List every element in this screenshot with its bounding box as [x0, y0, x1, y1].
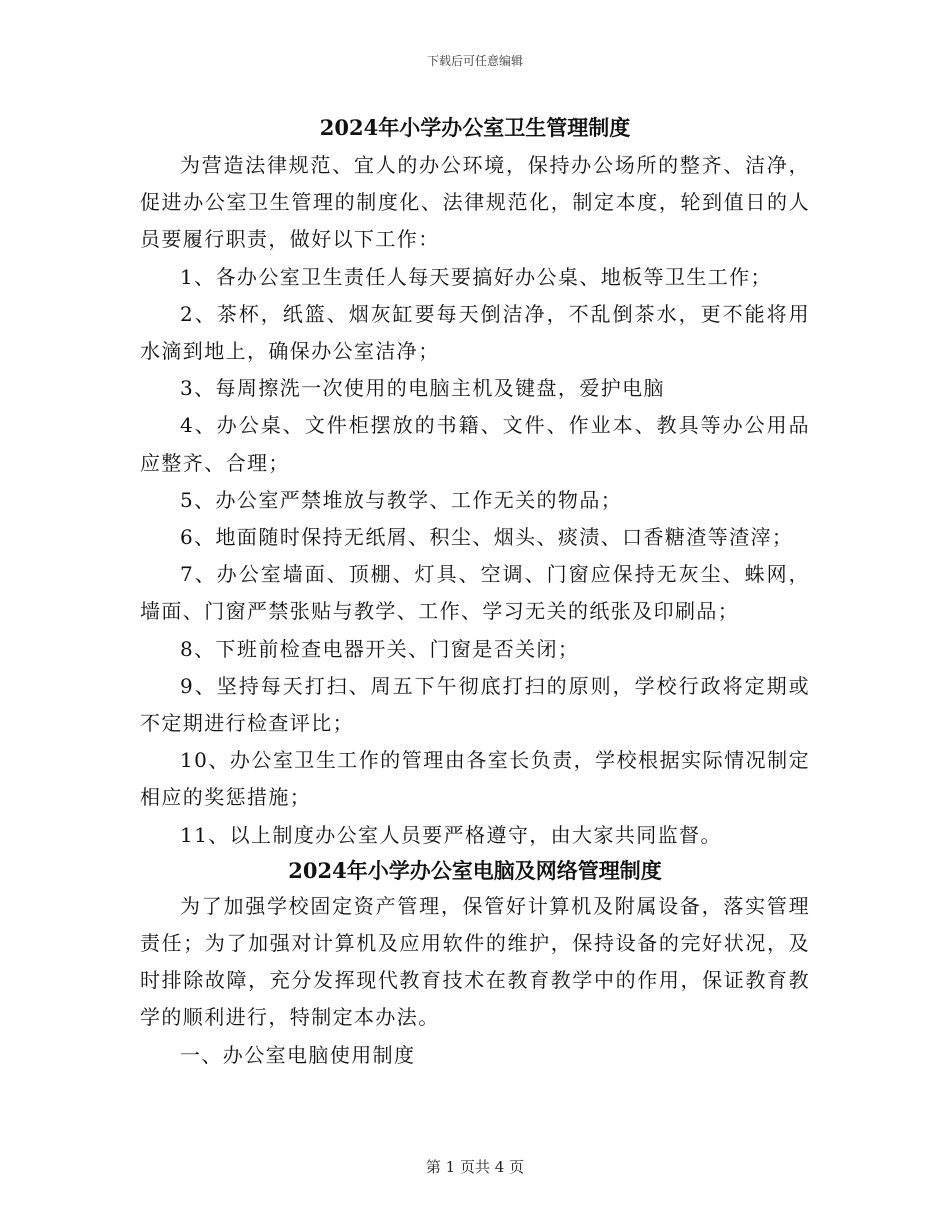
- header-note: 下载后可任意编辑: [426, 54, 523, 68]
- section1-item: 1、各办公室卫生责任人每天要搞好办公桌、地板等卫生工作；: [180, 264, 772, 289]
- section2-intro: 为了加强学校固定资产管理，保管好计算机及附属设备，落实管理责任；为了加强对计算机及应用软件的维护，保持设备的完好状况，及时排除故障，充分发挥现代教育技术在教育教学中的作用，保证教育教学的顺利进行，特制定本办法。: [140, 893, 810, 1030]
- section1-item: 10、办公室卫生工作的管理由各室长负责，学校根据实际情况制定相应的奖惩措施；: [140, 748, 810, 810]
- section1-item: 11、以上制度办公室人员要严格遵守，由大家共同监督。: [180, 822, 722, 847]
- section1-item: 7、办公室墙面、顶棚、灯具、空调、门窗应保持无灰尘、蛛网，墙面、门窗严禁张贴与教学、工作、学习无关的纸张及印刷品；: [140, 562, 810, 624]
- section1-item: 3、每周擦洗一次使用的电脑主机及键盘，爱护电脑: [180, 376, 665, 401]
- section2-subheading: 一、办公室电脑使用制度: [180, 1042, 416, 1067]
- section1-item: 9、坚持每天打扫、周五下午彻底打扫的原则，学校行政将定期或不定期进行检查评比；: [140, 673, 810, 736]
- section1-item: 6、地面随时保持无纸屑、积尘、烟头、痰渍、口香糖渣等渣滓；: [180, 525, 794, 550]
- section2-title: 2024年小学办公室电脑及网络管理制度: [288, 857, 662, 883]
- section1-item: 4、办公桌、文件柜摆放的书籍、文件、作业本、教具等办公用品应整齐、合理；: [140, 413, 810, 475]
- section1-item: 8、下班前检查电器开关、门窗是否关闭；: [180, 636, 580, 661]
- section1-intro: 为营造法律规范、宜人的办公环境，保持办公场所的整齐、洁净，促进办公室卫生管理的制度化、法律规范化，制定本度，轮到值日的人员要履行职责，做好以下工作：: [140, 153, 810, 252]
- document-body: [140, 111, 810, 1074]
- section1-item: 5、办公室严禁堆放与教学、工作无关的物品；: [180, 487, 623, 512]
- section1-title: 2024年小学办公室卫生管理制度: [319, 115, 631, 140]
- section1-item: 2、茶杯，纸篮、烟灰缸要每天倒洁净，不乱倒茶水，更不能将用水滴到地上，确保办公室洁净；: [140, 301, 810, 364]
- page-number: 第 1 页共 4 页: [425, 1158, 525, 1176]
